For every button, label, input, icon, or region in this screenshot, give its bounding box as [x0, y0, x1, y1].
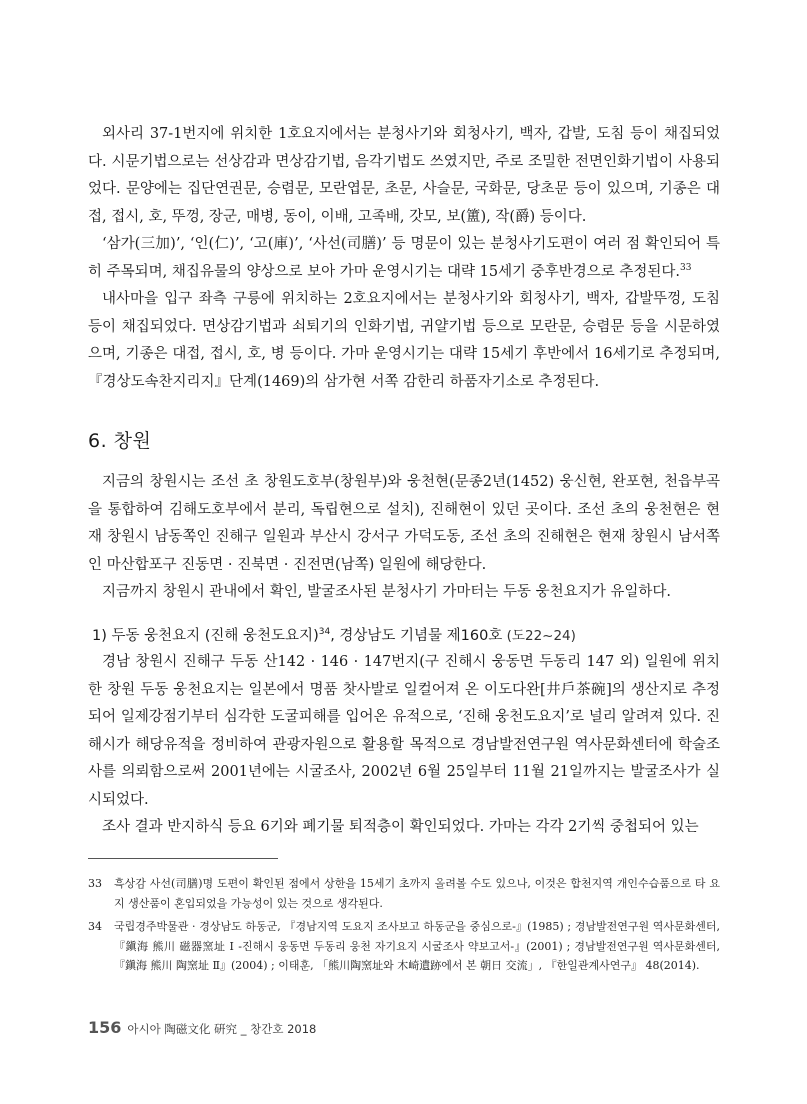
page-footer — [88, 1018, 316, 1037]
footnote-text: 국립경주박물관 · 경상남도 하동군, 『경남지역 도요지 조사보고 하동군을 중심으로-』(1985) ; 경남발전연구원 역사문화센터, 『鎭海 熊川 磁器窯址 Ⅰ -진해시 웅동면 두동리 웅천 자기요지 시굴조사 약보고서-』(2001) ; 경남발전연구원 역사문화센터, 『鎭海 熊川 陶窯址 Ⅱ』(2004) ; 이태훈, 「熊川陶窯址와 木崎遺跡에서 본 朝日 交流」, 『한일관계사연구』 48(2014). — [114, 920, 720, 972]
footnote-ref: 34 — [318, 627, 331, 638]
subsection-title-rest: , 경상남도 기념물 제160호 — [330, 628, 503, 644]
paragraph: 외사리 37-1번지에 위치한 1호요지에서는 분청사기와 회청사기, 백자, 갑발, 도침 등이 채집되었다. 시문기법으로는 선상감과 면상감기법, 음각기법도 쓰였지만, 주로 조밀한 전면인화기법이 사용되었다. 문양에는 집단연권문, 승렴문, 모란엽문, 초문, 사슬문, 국화문, 당초문 등이 있으며, 기종은 대접, 접시, 호, 뚜껑, 장군, 매병, 동이, 이배, 고족배, 갓모, 보(簠), 작(爵) 등이다. — [88, 126, 720, 225]
page-number: 156 — [88, 1018, 122, 1037]
footnote — [88, 874, 720, 913]
footnote — [88, 917, 720, 976]
subsection-title-text: 1) 두동 웅천요지 (진해 웅천도요지) — [92, 628, 319, 644]
footnote-number: 33 — [88, 877, 102, 890]
paragraph: 지금까지 창원시 관내에서 확인, 발굴조사된 분청사기 가마터는 두동 웅천요지가 유일하다. — [102, 584, 671, 600]
journal-title: 아시아 陶磁文化 硏究 _ 창간호 2018 — [127, 1022, 317, 1036]
footnote-text: 흑상감 사선(司膳)명 도편이 확인된 점에서 상한을 15세기 초까지 올려볼 수도 있으나, 이것은 합천지역 개인수습품으로 타 요지 생산품이 혼입되었을 가능성이 있는 것으로 생각된다. — [114, 877, 720, 910]
footnote-number: 34 — [88, 920, 102, 933]
paragraph — [88, 231, 720, 286]
paragraph: 내사마을 입구 좌측 구릉에 위치하는 2호요지에서는 분청사기와 회청사기, 백자, 갑발뚜껑, 도침 등이 채집되었다. 면상감기법과 쇠퇴기의 인화기법, 귀얄기법 등으로 모란문, 승렴문 등을 시문하였으며, 기종은 대접, 접시, 호, 병 등이다. 가마 운영시기는 대략 15세기 후반에서 16세기로 추정되며, 『경상도속찬지리지』단계(1469)의 삼가현 서쪽 감한리 하품자기소로 추정된다. — [88, 291, 720, 390]
subsection-title — [92, 624, 576, 645]
footnotes — [88, 874, 720, 980]
subsection-text-block — [88, 649, 720, 842]
section-title: 6. 창원 — [88, 430, 152, 452]
footnote-ref: 33 — [680, 262, 692, 273]
paragraph: 조사 결과 반지하식 등요 6기와 폐기물 퇴적층이 확인되었다. 가마는 각각 2기씩 중첩되어 있는 — [102, 819, 699, 835]
section-text-block — [88, 469, 720, 607]
paragraph: 경남 창원시 진해구 두동 산142 · 146 · 147번지(구 진해시 웅동면 두동리 147 외) 일원에 위치한 창원 두동 웅천요지는 일본에서 명품 찻사발로 일컬어져 온 이도다완[井戶茶碗]의 생산지로 추정되어 일제강점기부터 심각한 도굴피해를 입어온 유적으로, ‘진해 웅천도요지’로 널리 알려져 있다. 진해시가 해당유적을 정비하여 관광자원으로 활용할 목적으로 경남발전연구원 역사문화센터에 학술조사를 의뢰함으로써 2001년에는 시굴조사, 2002년 6월 25일부터 11월 21일까지는 발굴조사가 실시되었다. — [88, 654, 720, 808]
figure-reference: (도22~24) — [502, 628, 576, 644]
footnote-divider — [88, 858, 278, 859]
paragraph-text: ‘삼가(三加)’, ‘인(仁)’, ‘고(庫)’, ‘사선(司膳)’ 등 명문이 있는 분청사기도편이 여러 점 확인되어 특히 주목되며, 채집유물의 양상으로 보아 가마 운영시기는 대략 15세기 중후반경으로 추정된다. — [88, 236, 720, 280]
intro-text-block — [88, 121, 720, 396]
paragraph: 지금의 창원시는 조선 초 창원도호부(창원부)와 웅천현(문종2년(1452) 웅신현, 완포현, 천읍부곡을 통합하여 김해도호부에서 분리, 독립현으로 설치), 진해현이 있던 곳이다. 조선 초의 웅천현은 현재 창원시 남동쪽인 진해구 일원과 부산시 강서구 가덕도동, 조선 초의 진해현은 현재 창원시 남서쪽인 마산합포구 진동면 · 진북면 · 진전면(남쪽) 일원에 해당한다. — [88, 474, 720, 573]
